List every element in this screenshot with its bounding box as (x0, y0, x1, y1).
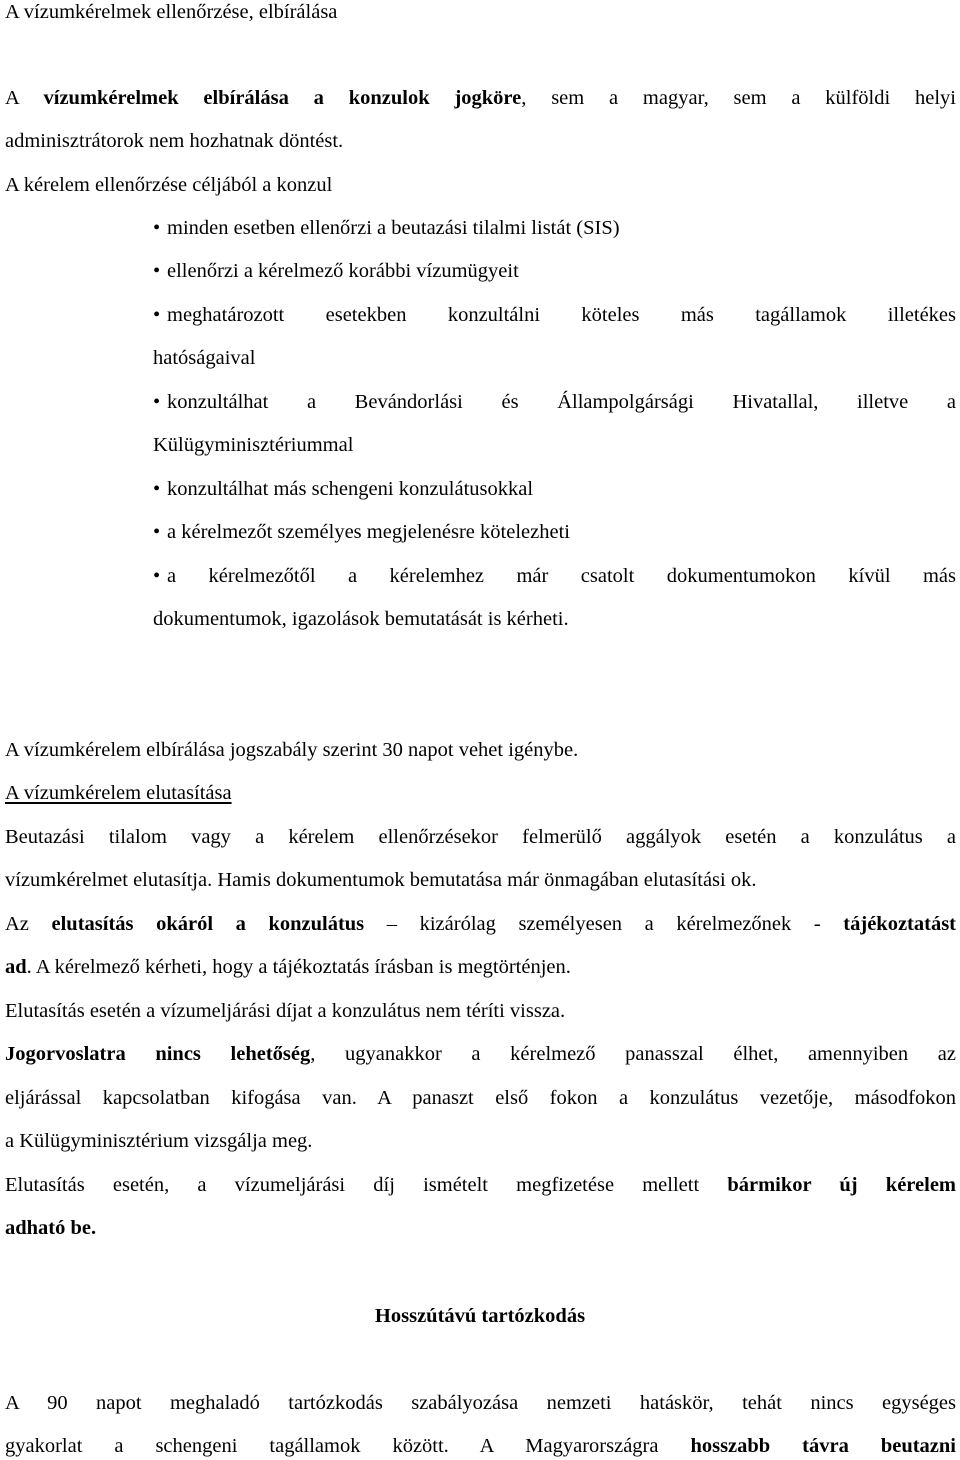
paragraph-line (5, 86, 956, 110)
section-title-visa-rejection (5, 781, 956, 805)
text-run: gyakorlat a schengeni tagállamok között. A Magyarországra (5, 1435, 691, 1457)
paragraph-line (5, 1173, 956, 1197)
bullet-icon: • (153, 391, 161, 413)
bold-text: vízumkérelmek elbírálása a konzulok jogköre (43, 87, 522, 109)
paragraph-line (5, 1434, 956, 1458)
text-run: – kizárólag személyesen a kérelmezőnek - (364, 913, 844, 935)
paragraph-line: adminisztrátorok nem hozhatnak döntést. (5, 130, 344, 152)
bullet-icon: • (153, 478, 161, 500)
bullet-icon: • (153, 304, 161, 326)
list-item (153, 520, 956, 544)
list-item (153, 477, 956, 501)
bold-text: Jogorvoslatra nincs lehetőség (5, 1043, 311, 1065)
bullet-icon: • (153, 521, 161, 543)
text-run: Elutasítás esetén, a vízumeljárási díj ismételt megfizetése mellett (5, 1174, 728, 1196)
bold-text: adható be. (5, 1217, 97, 1239)
bold-text: ad (5, 956, 27, 978)
underlined-title: A vízumkérelem elutasítása (5, 782, 232, 804)
list-item (153, 390, 956, 414)
paragraph-line: vízumkérelmet elutasítja. Hamis dokumentumok bemutatása már önmagában elutasítási ok. (5, 869, 757, 891)
paragraph-line (5, 1042, 956, 1066)
list-item-text: minden esetben ellenőrzi a beutazási tilalmi listát (SIS) (167, 217, 620, 239)
list-item (153, 259, 956, 283)
list-item-text: meghatározott esetekben konzultálni köteles más tagállamok illetékes (167, 304, 956, 326)
section-title-visa-review: A vízumkérelmek ellenőrzése, elbírálása (5, 1, 338, 23)
bold-text: elutasítás okáról a konzulátus (51, 913, 365, 935)
paragraph-line: a Külügyminisztérium vizsgálja meg. (5, 1130, 313, 1152)
bullet-icon: • (153, 565, 161, 587)
bold-text: bármikor új kérelem (727, 1174, 957, 1196)
bullet-icon: • (153, 260, 161, 282)
list-item-continuation: dokumentumok, igazolások bemutatását is kérheti. (153, 608, 569, 630)
paragraph-line: Beutazási tilalom vagy a kérelem ellenőrzésekor felmerülő aggályok esetén a konzulátus a (5, 826, 956, 848)
section-title-long-stay: Hosszútávú tartózkodás (374, 1305, 586, 1327)
paragraph-line: A 90 napot meghaladó tartózkodás szabályozása nemzeti hatáskör, tehát nincs egységes (5, 1392, 956, 1414)
paragraph-line (5, 912, 956, 936)
list-item-continuation: hatóságaival (153, 347, 256, 369)
list-item-text: a kérelmezőtől a kérelemhez már csatolt dokumentumokon kívül más (167, 565, 956, 587)
text-run: , ugyanakkor a kérelmező panasszal élhet, amennyiben az (310, 1043, 956, 1065)
text-run: , sem a magyar, sem a külföldi helyi (521, 87, 956, 109)
text-run: A (5, 87, 44, 109)
list-item-text: konzultálhat a Bevándorlási és Állampolgársági Hivatallal, illetve a (167, 391, 956, 413)
list-item (153, 564, 956, 588)
bold-text: tájékoztatást (843, 913, 957, 935)
list-item (153, 216, 956, 240)
bold-text: hosszabb távra beutazni (690, 1435, 957, 1457)
list-item-text: a kérelmezőt személyes megjelenésre kötelezheti (167, 521, 570, 543)
bullet-icon: • (153, 217, 161, 239)
paragraph-line: A vízumkérelem elbírálása jogszabály szerint 30 napot vehet igénybe. (5, 739, 579, 761)
text-run: . A kérelmező kérheti, hogy a tájékoztatás írásban is megtörténjen. (26, 956, 571, 978)
list-item-text: ellenőrzi a kérelmező korábbi vízumügyeit (167, 260, 519, 282)
paragraph-line (5, 1216, 956, 1240)
paragraph-line: eljárással kapcsolatban kifogása van. A panaszt első fokon a konzulátus vezetője, másodfokon (5, 1087, 956, 1109)
paragraph-line: Elutasítás esetén a vízumeljárási díjat a konzulátus nem téríti vissza. (5, 1000, 566, 1022)
list-item-continuation: Külügyminisztériummal (153, 434, 354, 456)
paragraph-line (5, 955, 956, 979)
paragraph-line: A kérelem ellenőrzése céljából a konzul (5, 174, 333, 196)
text-run: Az (5, 913, 52, 935)
list-item-text: konzultálhat más schengeni konzulátusokkal (167, 478, 534, 500)
list-item (153, 303, 956, 327)
